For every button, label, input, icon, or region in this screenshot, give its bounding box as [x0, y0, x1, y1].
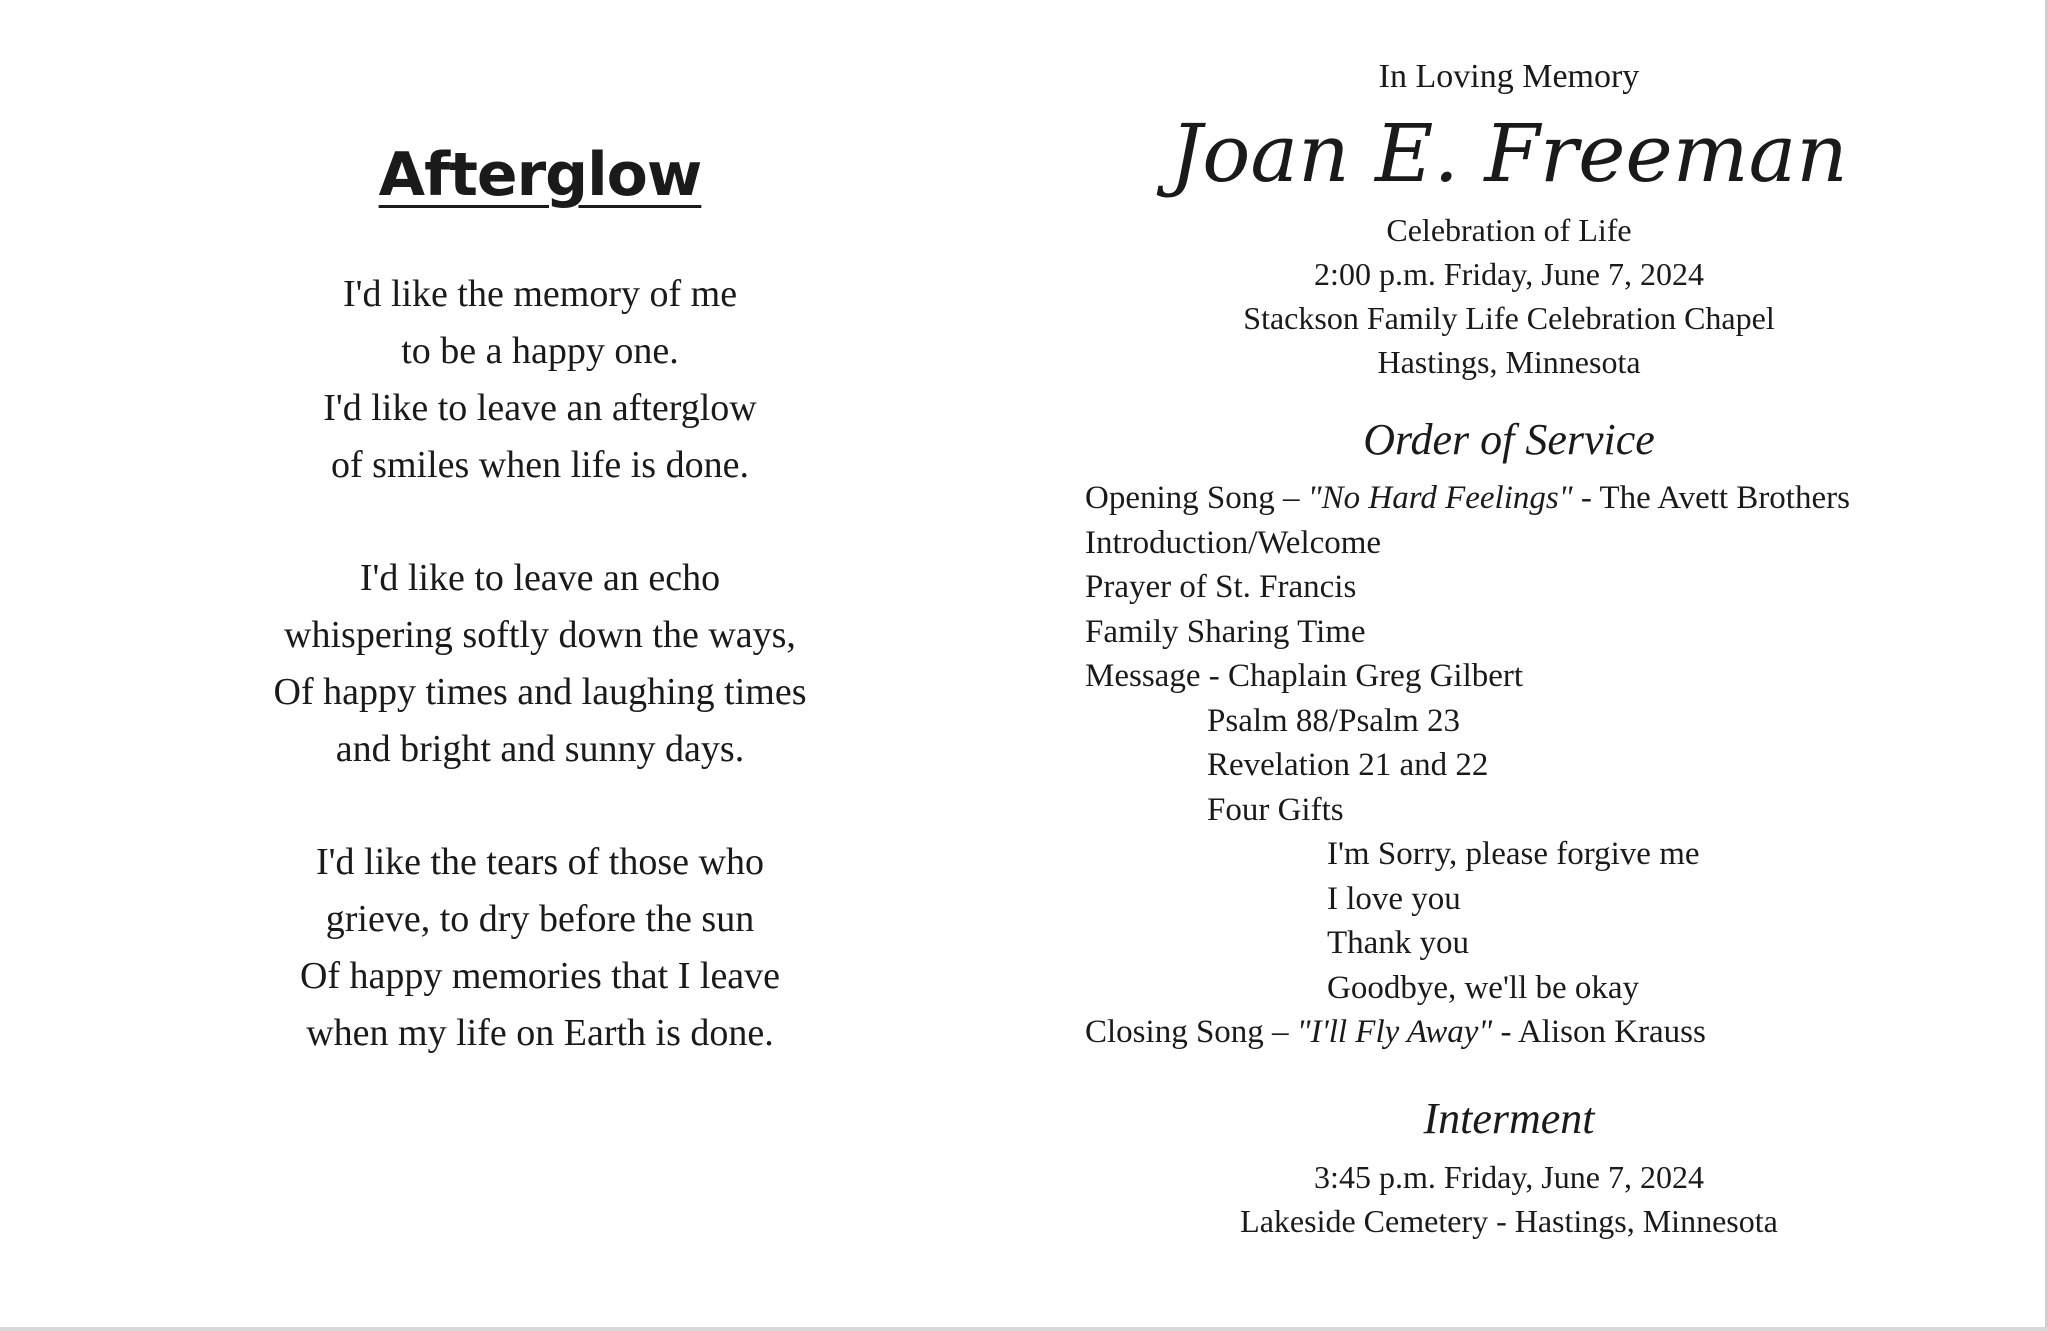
poem-line: Of happy memories that I leave [299, 955, 781, 997]
service-program-panel [1085, 52, 2005, 1243]
poem-line: I'd like the tears of those who [316, 841, 764, 883]
card-bottom-edge [0, 1327, 2048, 1331]
interment-datetime: 3:45 p.m. Friday, June 7, 2024 [1314, 1158, 1704, 1195]
event-datetime: 2:00 p.m. Friday, June 7, 2024 [1314, 256, 1704, 292]
closing-song-artist: - Alison Krauss [1492, 1014, 1706, 1050]
poem-line: of smiles when life is done. [331, 444, 749, 486]
event-title: Celebration of Life [1386, 212, 1632, 248]
poem-line: I'd like the memory of me [342, 273, 738, 315]
closing-song-prefix: Closing Song – [1085, 1014, 1297, 1050]
poem-panel [140, 140, 940, 1118]
order-item-introduction: Introduction/Welcome [1085, 524, 1382, 561]
event-venue: Stackson Family Life Celebration Chapel [1243, 300, 1775, 336]
poem-stanza-1 [140, 266, 940, 494]
order-item-gift-3: Thank you [1327, 925, 1470, 961]
poem-line: when my life on Earth is done. [306, 1012, 774, 1054]
memory-line: In Loving Memory [1378, 58, 1640, 95]
poem-line: I'd like to leave an afterglow [323, 387, 757, 429]
order-item-gift-2: I love you [1327, 880, 1461, 917]
poem-stanza-2 [140, 550, 940, 778]
order-of-service-list [1085, 476, 2005, 1055]
order-item-revelation: Revelation 21 and 22 [1207, 747, 1489, 783]
order-item-four-gifts: Four Gifts [1207, 791, 1344, 828]
poem-line: grieve, to dry before the sun [325, 898, 755, 940]
opening-song-prefix: Opening Song – [1085, 480, 1308, 516]
opening-song-artist: - The Avett Brothers [1572, 480, 1850, 516]
poem-title: Afterglow [378, 140, 702, 210]
poem-line: Of happy times and laughing times [273, 671, 807, 713]
order-item-message: Message - Chaplain Greg Gilbert [1085, 658, 1524, 694]
order-item-opening-song [1085, 476, 2005, 521]
order-item-gift-4: Goodbye, we'll be okay [1327, 969, 1640, 1006]
poem-line: I'd like to leave an echo [359, 557, 721, 599]
poem-stanza-3 [140, 834, 940, 1062]
order-item-sharing: Family Sharing Time [1085, 613, 1366, 650]
deceased-name: Joan E. Freeman [1170, 107, 1848, 200]
order-item-psalm: Psalm 88/Psalm 23 [1207, 702, 1461, 739]
interment-heading: Interment [1423, 1093, 1595, 1143]
interment-location: Lakeside Cemetery - Hastings, Minnesota [1240, 1202, 1778, 1239]
order-of-service-heading: Order of Service [1363, 415, 1655, 464]
order-item-gift-1: I'm Sorry, please forgive me [1327, 836, 1700, 872]
order-item-closing-song [1085, 1010, 2005, 1055]
poem-line: whispering softly down the ways, [284, 614, 796, 656]
event-city: Hastings, Minnesota [1377, 344, 1641, 380]
closing-song-title: "I'll Fly Away" [1296, 1014, 1493, 1050]
poem-line: and bright and sunny days. [335, 728, 745, 770]
poem-line: to be a happy one. [401, 330, 679, 372]
opening-song-title: "No Hard Feelings" [1307, 480, 1573, 516]
order-item-prayer: Prayer of St. Francis [1085, 569, 1357, 605]
